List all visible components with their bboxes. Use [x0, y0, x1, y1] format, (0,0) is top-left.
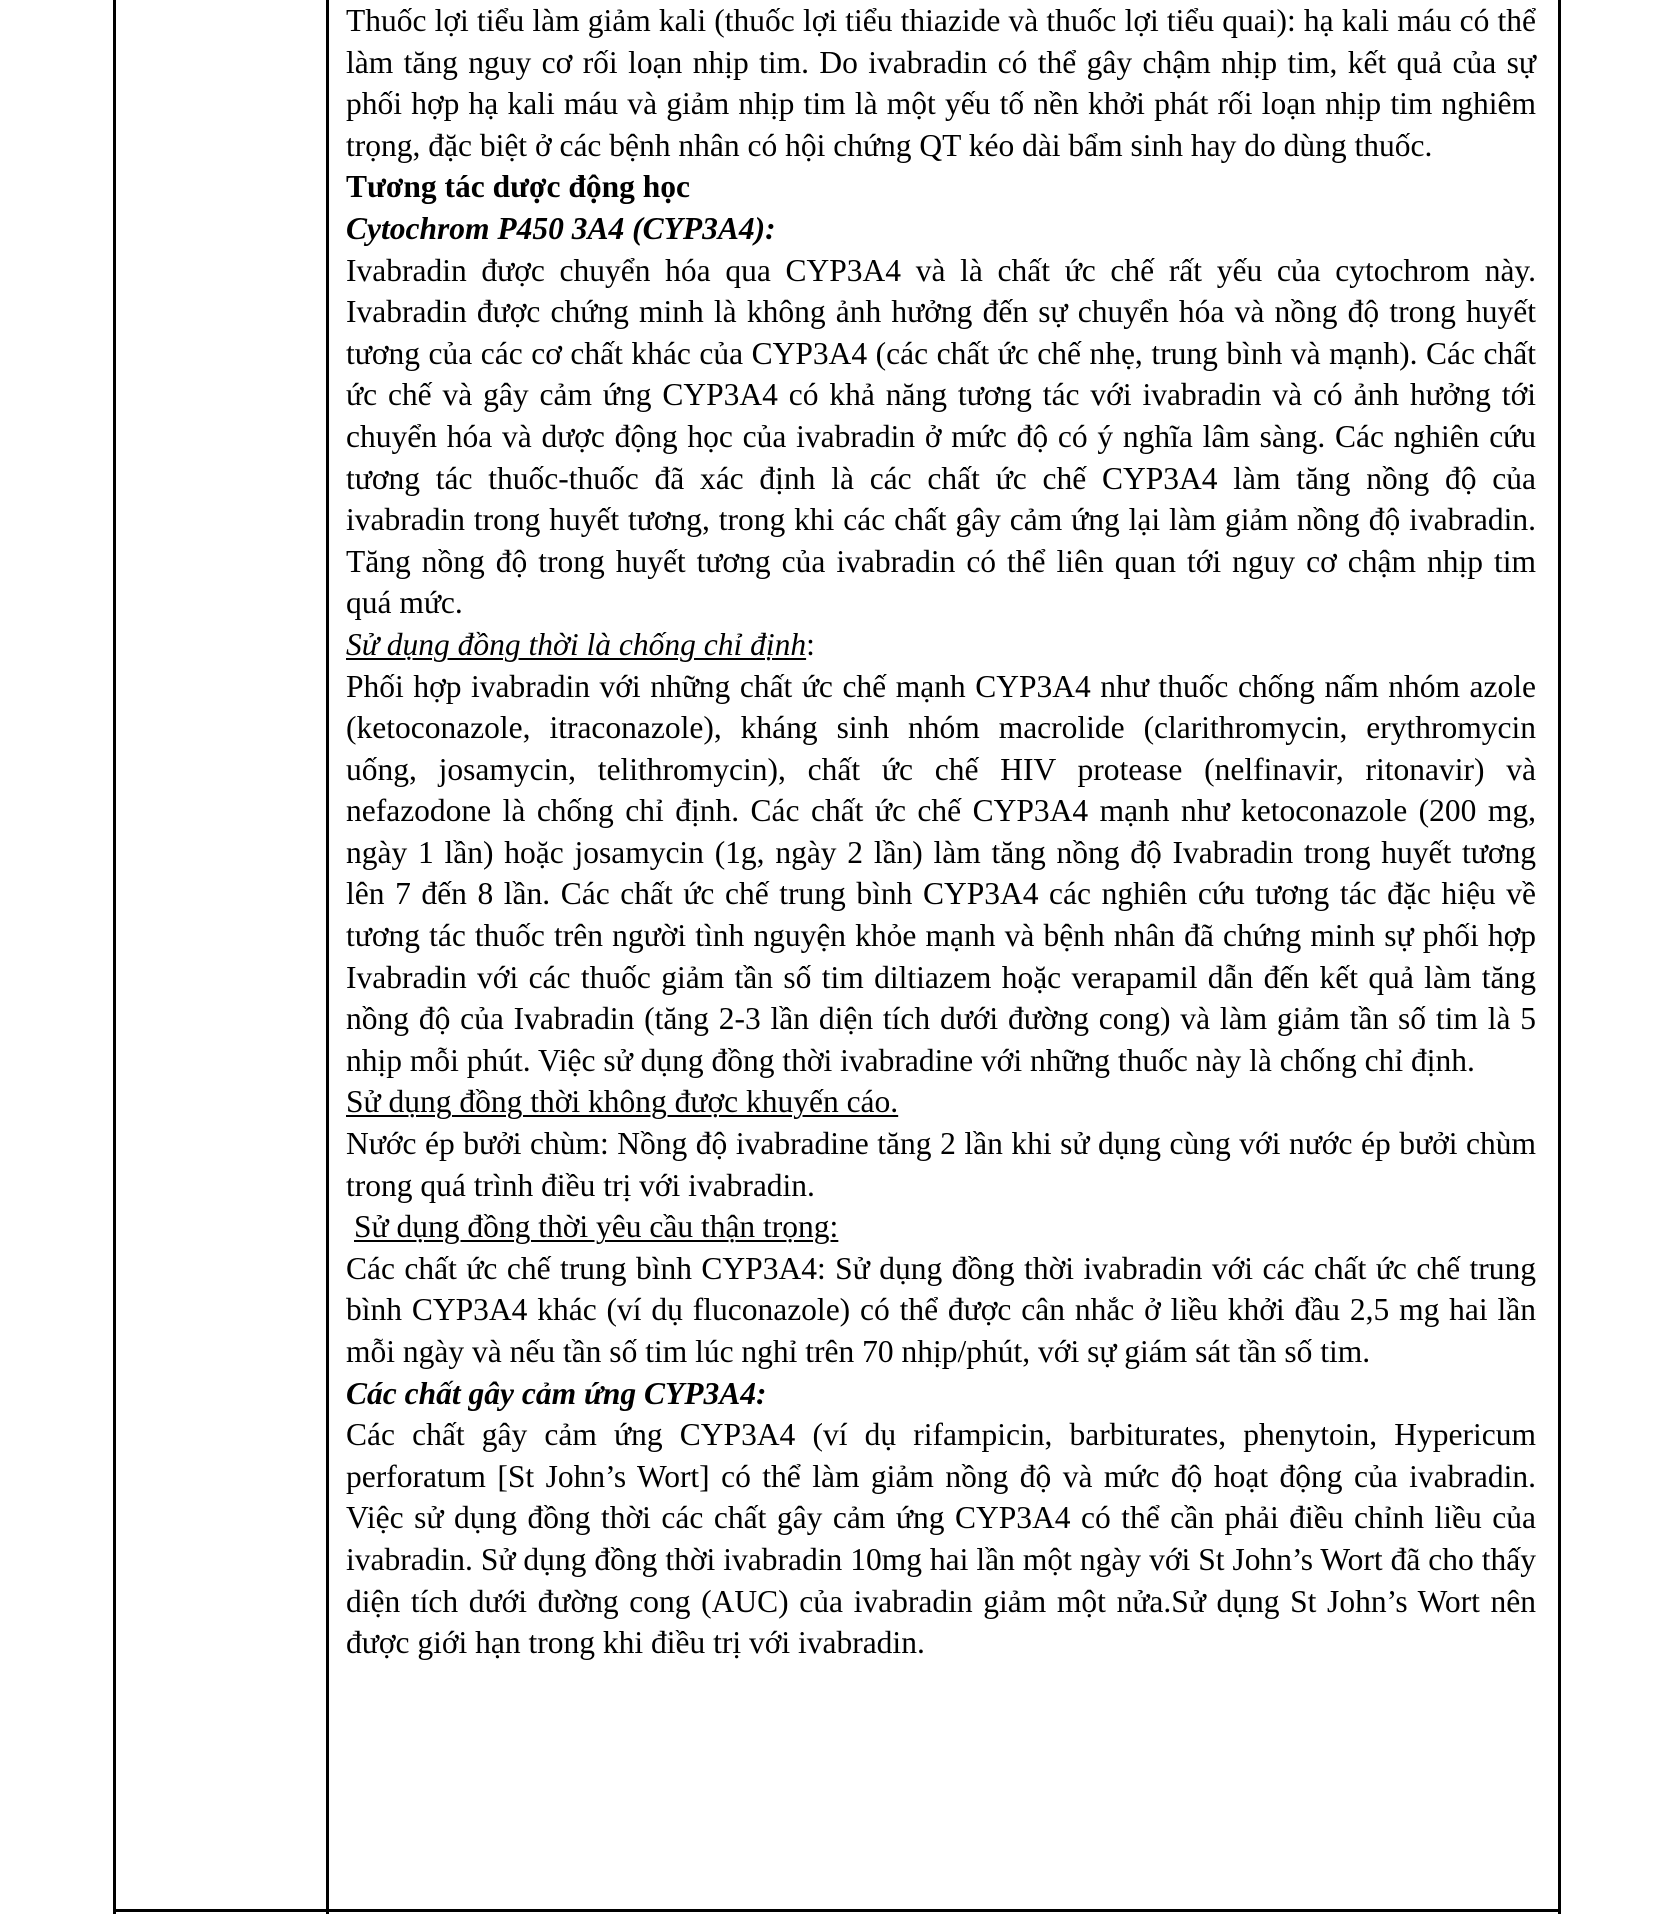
table-content-cell — [346, 0, 1536, 1664]
table-left-cell — [116, 0, 326, 1909]
heading-pharmacokinetic-interactions: Tương tác dược động học — [346, 169, 690, 205]
heading-cyp3a4: Cytochrom P450 3A4 (CYP3A4): — [346, 210, 776, 246]
heading-contraindicated-use — [346, 624, 1536, 666]
table-bottom-border — [113, 1909, 1561, 1912]
heading-caution-text: Sử dụng đồng thời yêu cầu thận trọng: — [354, 1209, 839, 1245]
heading-contraindicated-colon: : — [806, 626, 815, 662]
paragraph-grapefruit-juice: Nước ép bưởi chùm: Nồng độ ivabradine tăng 2 lần khi sử dụng cùng với nước ép bưởi chùm trong quá trình điều trị với ivabradin. — [346, 1126, 1536, 1203]
paragraph-cyp3a4-metabolism: Ivabradin được chuyển hóa qua CYP3A4 và là chất ức chế rất yếu của cytochrom này. Ivabradin được chứng minh là không ảnh hưởng đến sự chuyển hóa và nồng độ trong huyết tương của các cơ chất khác của CYP3A4 (các chất ức chế nhẹ, trung bình và mạnh). Các chất ức chế và gây cảm ứng CYP3A4 có khả năng tương tác với ivabradin và có ảnh hưởng tới chuyển hóa và dược động học của ivabradin ở mức độ có ý nghĩa lâm sàng. Các nghiên cứu tương tác thuốc-thuốc đã xác định là các chất ức chế CYP3A4 làm tăng nồng độ của ivabradin trong huyết tương, trong khi các chất gây cảm ứng lại làm giảm nồng độ ivabradin. Tăng nồng độ trong huyết tương của ivabradin có thể liên quan tới nguy cơ chậm nhịp tim quá mức. — [346, 252, 1536, 621]
table-right-border — [1558, 0, 1561, 1914]
heading-contraindicated-text: Sử dụng đồng thời là chống chỉ định — [346, 626, 807, 662]
paragraph-diuretics: Thuốc lợi tiểu làm giảm kali (thuốc lợi tiểu thiazide và thuốc lợi tiểu quai): hạ kali máu có thể làm tăng nguy cơ rối loạn nhịp tim. Do ivabradin có thể gây chậm nhịp tim, kết quả của sự phối hợp hạ kali máu và giảm nhịp tim là một yếu tố nền khởi phát rối loạn nhịp tim nghiêm trọng, đặc biệt ở các bệnh nhân có hội chứng QT kéo dài bẩm sinh hay do dùng thuốc. — [346, 3, 1536, 163]
table-column-divider — [326, 0, 329, 1914]
heading-caution-required — [346, 1206, 1536, 1248]
paragraph-contraindicated-details: Phối hợp ivabradin với những chất ức chế mạnh CYP3A4 như thuốc chống nấm nhóm azole (ketoconazole, itraconazole), kháng sinh nhóm macrolide (clarithromycin, erythromycin uống, josamycin, telithromycin), chất ức chế HIV protease (nelfinavir, ritonavir) và nefazodone là chống chỉ định. Các chất ức chế CYP3A4 mạnh như ketoconazole (200 mg, ngày 1 lần) hoặc josamycin (1g, ngày 2 lần) làm tăng nồng độ Ivabradin trong huyết tương lên 7 đến 8 lần. Các chất ức chế trung bình CYP3A4 các nghiên cứu tương tác đặc hiệu về tương tác thuốc trên người tình nguyện khỏe mạnh và bệnh nhân đã chứng minh sự phối hợp Ivabradin với các thuốc giảm tần số tim diltiazem hoặc verapamil dẫn đến kết quả làm tăng nồng độ của Ivabradin (tăng 2-3 lần diện tích dưới đường cong) và làm giảm tần số tim là 5 nhịp mỗi phút. Việc sử dụng đồng thời ivabradine với những thuốc này là chống chỉ định. — [346, 668, 1536, 1078]
heading-cyp3a4-inducers: Các chất gây cảm ứng CYP3A4: — [346, 1375, 767, 1411]
heading-not-recommended-text: Sử dụng đồng thời không được khuyến cáo. — [346, 1084, 899, 1120]
heading-not-recommended — [346, 1081, 1536, 1123]
paragraph-moderate-inhibitors: Các chất ức chế trung bình CYP3A4: Sử dụng đồng thời ivabradin với các chất ức chế trung bình CYP3A4 khác (ví dụ fluconazole) có thể được cân nhắc ở liều khởi đầu 2,5 mg hai lần mỗi ngày và nếu tần số tim lúc nghỉ trên 70 nhịp/phút, với sự giám sát tần số tim. — [346, 1250, 1536, 1369]
paragraph-inducers-details: Các chất gây cảm ứng CYP3A4 (ví dụ rifampicin, barbiturates, phenytoin, Hypericum perforatum [St John’s Wort] có thể làm giảm nồng độ và mức độ hoạt động của ivabradin. Việc sử dụng đồng thời các chất gây cảm ứng CYP3A4 có thể cần phải điều chỉnh liều của ivabradin. Sử dụng đồng thời ivabradin 10mg hai lần một ngày với St John’s Wort đã cho thấy diện tích dưới đường cong (AUC) của ivabradin giảm một nửa.Sử dụng St John’s Wort nên được giới hạn trong khi điều trị với ivabradin. — [346, 1417, 1536, 1661]
